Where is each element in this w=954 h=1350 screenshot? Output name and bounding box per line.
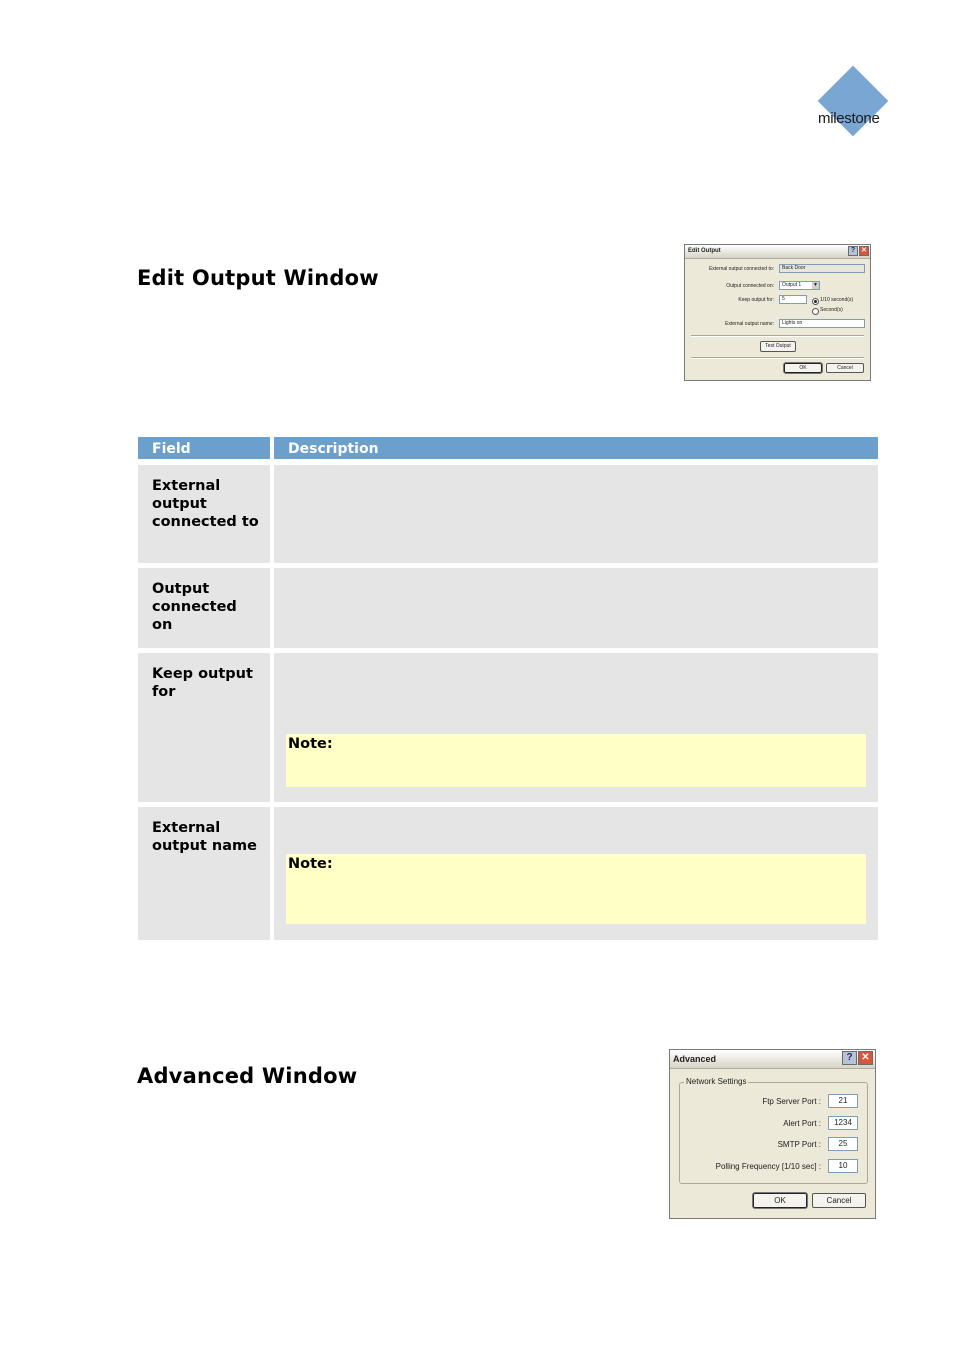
edit-output-heading: Edit Output Window bbox=[137, 266, 379, 290]
alert-port-label: Alert Port : bbox=[783, 1119, 821, 1128]
dialog-separator bbox=[691, 335, 864, 337]
cancel-button[interactable]: Cancel bbox=[826, 363, 864, 373]
test-output-button[interactable]: Test Output bbox=[760, 341, 796, 352]
advanced-dialog bbox=[669, 1049, 876, 1219]
advanced-heading: Advanced Window bbox=[137, 1064, 358, 1088]
ftp-port-input[interactable]: 21 bbox=[828, 1094, 858, 1108]
advanced-title: Advanced bbox=[673, 1054, 717, 1064]
dialog-separator-bottom bbox=[691, 357, 864, 359]
table-row-description bbox=[274, 653, 878, 802]
table-row-description bbox=[274, 568, 878, 648]
connected-on-select[interactable] bbox=[779, 281, 820, 290]
header-field: Field bbox=[138, 437, 270, 459]
polling-frequency-input[interactable]: 10 bbox=[828, 1159, 858, 1173]
connected-on-label: Output connected on: bbox=[726, 283, 774, 289]
milestone-logo bbox=[814, 66, 898, 142]
connected-to-label: External output connected to: bbox=[708, 266, 774, 272]
ok-button[interactable]: OK bbox=[753, 1193, 807, 1208]
polling-frequency-label: Polling Frequency [1/10 sec] : bbox=[715, 1162, 821, 1171]
output-name-label: External output name: bbox=[725, 321, 774, 327]
edit-output-dialog bbox=[684, 244, 871, 381]
logo-wordmark: milestone bbox=[818, 110, 880, 127]
cancel-button[interactable]: Cancel bbox=[812, 1193, 866, 1208]
network-settings-label: Network Settings bbox=[686, 1077, 747, 1086]
radio-tenths-label: 1/10 second(s) bbox=[820, 297, 854, 303]
note-box: Note: bbox=[286, 734, 866, 787]
radio-seconds-label: Second(s) bbox=[820, 307, 843, 313]
ftp-port-label: Ftp Server Port : bbox=[762, 1097, 821, 1106]
table-row-field: External output name bbox=[138, 807, 270, 940]
connected-to-field[interactable]: Back Door bbox=[779, 264, 865, 273]
table-row-field: External output connected to bbox=[138, 465, 270, 563]
table-row-field: Output connected on bbox=[138, 568, 270, 648]
smtp-port-input[interactable]: 25 bbox=[828, 1137, 858, 1151]
table-row-description bbox=[274, 807, 878, 940]
alert-port-input[interactable]: 1234 bbox=[828, 1116, 858, 1130]
keep-for-label: Keep output for: bbox=[738, 297, 774, 303]
chevron-down-icon[interactable]: ▼ bbox=[813, 282, 818, 288]
note-box: Note: bbox=[286, 854, 866, 924]
help-icon[interactable]: ? bbox=[848, 246, 858, 256]
keep-for-input[interactable]: 5 bbox=[779, 295, 807, 304]
output-name-input[interactable]: Lights on bbox=[779, 319, 865, 328]
connected-on-value: Output 1 bbox=[782, 282, 802, 288]
header-description: Description bbox=[274, 437, 878, 459]
edit-output-title: Edit Output bbox=[688, 248, 721, 254]
edit-output-titlebar bbox=[685, 245, 870, 259]
ok-button[interactable]: OK bbox=[784, 363, 822, 373]
smtp-port-label: SMTP Port : bbox=[777, 1140, 821, 1149]
table-row-field: Keep output for bbox=[138, 653, 270, 802]
radio-tenths[interactable] bbox=[812, 298, 819, 305]
advanced-titlebar bbox=[670, 1050, 875, 1069]
radio-seconds[interactable] bbox=[812, 308, 819, 315]
table-row-description bbox=[274, 465, 878, 563]
help-icon[interactable]: ? bbox=[842, 1051, 857, 1065]
close-icon[interactable]: ✕ bbox=[858, 1051, 873, 1065]
close-icon[interactable]: ✕ bbox=[859, 246, 869, 256]
